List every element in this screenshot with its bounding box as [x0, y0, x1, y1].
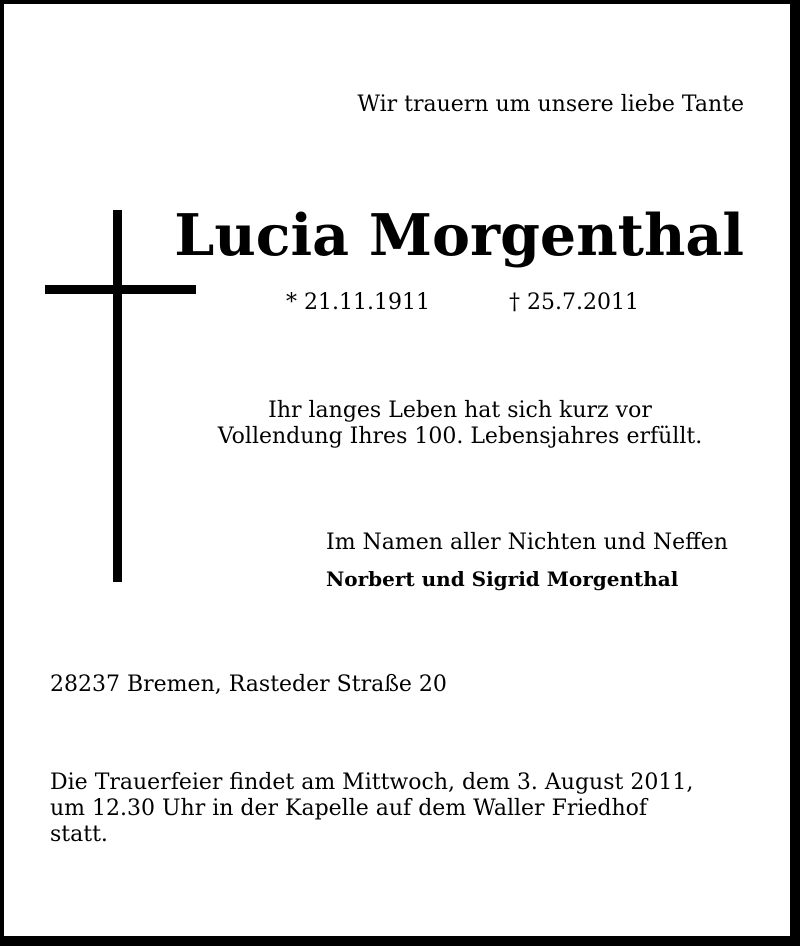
- intro-line: Wir trauern um unsere liebe Tante: [357, 92, 744, 117]
- cross-icon-vertical-bar: [113, 210, 122, 582]
- cross-icon-horizontal-bar: [45, 285, 196, 294]
- funeral-service-info: [50, 770, 756, 848]
- mourners-names: Norbert und Sigrid Morgenthal: [326, 567, 679, 591]
- life-statement-line: Ihr langes Leben hat sich kurz vor: [268, 398, 652, 423]
- address: 28237 Bremen, Rasteder Straße 20: [50, 672, 447, 697]
- deceased-name: Lucia Morgenthal: [174, 202, 744, 269]
- birth-date: * 21.11.1911: [286, 290, 430, 315]
- service-line: statt.: [50, 822, 108, 847]
- service-line: um 12.30 Uhr in der Kapelle auf dem Waller Friedhof: [50, 796, 648, 821]
- life-statement-line: Vollendung Ihres 100. Lebensjahres erfüllt.: [217, 424, 703, 449]
- death-date: † 25.7.2011: [509, 290, 639, 315]
- mourners-intro: Im Namen aller Nichten und Neffen: [326, 530, 728, 555]
- life-statement: [180, 398, 740, 450]
- service-line: Die Trauerfeier findet am Mittwoch, dem 3. August 2011,: [50, 770, 694, 795]
